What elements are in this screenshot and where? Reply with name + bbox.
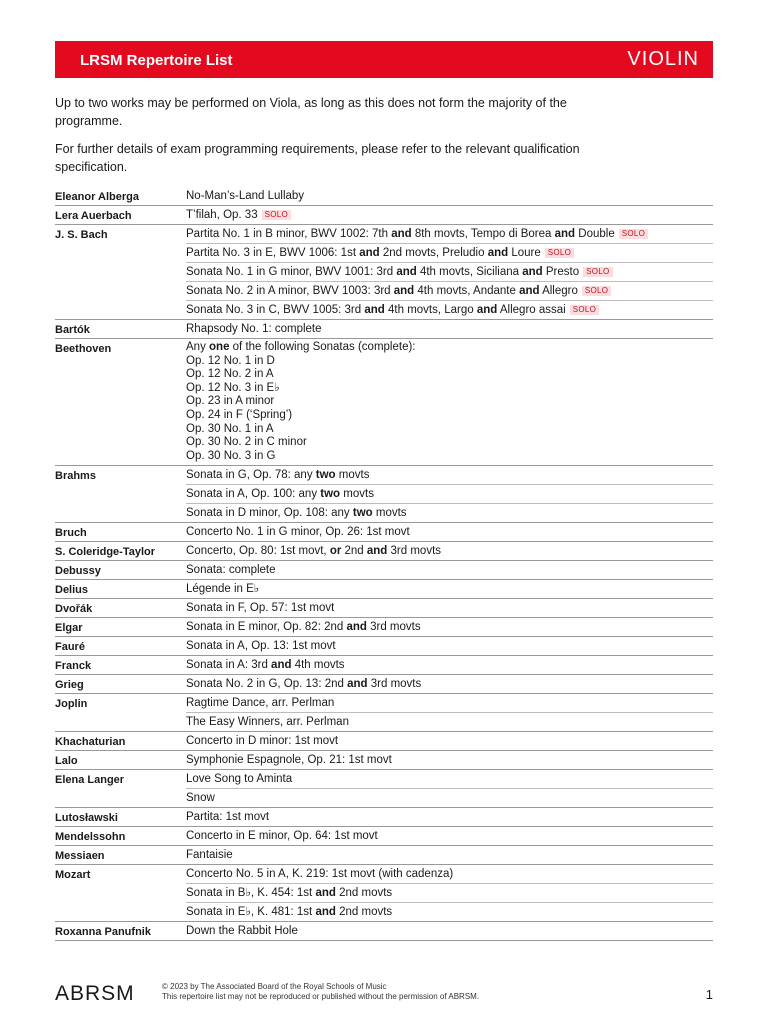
composer-name: Beethoven [55,343,112,355]
work-title: Sonata in D minor, Op. 108: any two movts [186,507,407,520]
repertoire-entry [55,580,713,599]
work-title: Partita No. 1 in B minor, BWV 1002: 7th and 8th movts, Tempo di Borea and Double SOLO [186,225,713,244]
repertoire-entry [55,846,713,865]
works-list [186,675,713,693]
work-title: Sonata in A, Op. 100: any two movts [186,485,713,504]
composer-name: Elena Langer [55,774,125,787]
works-list [186,865,713,921]
works-list [186,846,713,864]
repertoire-entry [55,637,713,656]
composer-name: Brahms [55,470,96,483]
work-title: No-Man’s-Land Lullaby [186,190,305,202]
work-title: Concerto in D minor: 1st movt [186,735,339,748]
composer-name: Franck [55,660,92,673]
work-title: Sonata in F, Op. 57: 1st movt [186,602,335,615]
works-list [186,599,713,617]
works-list [186,466,713,522]
repertoire-entry [55,523,713,542]
composer-name: Eleanor Alberga [55,191,139,203]
repertoire-entry [55,618,713,637]
work-title: Sonata in A: 3rd and 4th movts [186,659,345,672]
repertoire-entry [55,656,713,675]
repertoire-entry [55,206,713,225]
repertoire-entry [55,542,713,561]
works-list [186,580,713,598]
works-list [186,561,713,579]
works-list [186,751,713,769]
repertoire-entry [55,694,713,732]
works-list [186,922,713,940]
composer-name: Grieg [55,679,84,692]
work-title: Snow [186,792,215,805]
composer-name: Delius [55,584,89,597]
repertoire-entry [55,466,713,523]
work-title: Love Song to Aminta [186,770,713,789]
repertoire-entry [55,675,713,694]
composer-name: Fauré [55,641,85,654]
page-header [55,41,713,78]
work-title: Légende in E♭ [186,583,260,596]
work-title: Sonata in B♭, K. 454: 1st and 2nd movts [186,884,713,903]
work-title: Sonata No. 3 in C, BWV 1005: 3rd and 4th movts, Largo and Allegro assai SOLO [186,301,713,319]
solo-badge: SOLO [570,305,599,315]
composer-name: Debussy [55,565,101,578]
works-list [186,523,713,541]
repertoire-entry [55,599,713,618]
works-list [186,827,713,845]
work-title: Any one of the following Sonatas (complete): Op. 12 No. 1 in D Op. 12 No. 2 in A Op. 12 No. 3 in E♭ Op. 23 in A minor Op. 24 in F (‘Spring’) Op. 30 No. 1 in A Op. 30 No. 2 in C minor Op. 30 No. 3 in G [186,341,416,462]
work-title: Partita: 1st movt [186,811,270,824]
works-list [186,808,713,826]
intro-text [55,94,595,186]
repertoire-entry [55,187,713,206]
repertoire-entry [55,339,713,466]
work-title: Sonata: complete [186,564,276,577]
composer-name: S. Coleridge-Taylor [55,546,156,559]
work-title: The Easy Winners, arr. Perlman [186,716,349,729]
composer-name: Lutosławski [55,812,118,825]
solo-badge: SOLO [262,210,291,220]
work-title: Partita No. 3 in E, BWV 1006: 1st and 2nd movts, Preludio and Loure SOLO [186,244,713,263]
work-title: Sonata No. 1 in G minor, BWV 1001: 3rd and 4th movts, Siciliana and Presto SOLO [186,263,713,282]
copyright-line: This repertoire list may not be reproduced or published without the permission of ABRSM. [162,992,480,1001]
solo-badge: SOLO [582,286,611,296]
page-number: 1 [705,987,713,1002]
work-title: Down the Rabbit Hole [186,925,298,938]
copyright-notice [162,982,479,1002]
instrument-label: VIOLIN [627,48,699,70]
page-title: LRSM Repertoire List [80,52,233,69]
repertoire-entry [55,561,713,580]
works-list [186,320,713,338]
composer-name: Joplin [55,698,88,711]
work-title: Concerto in E minor, Op. 64: 1st movt [186,830,378,843]
work-title: Ragtime Dance, arr. Perlman [186,694,713,713]
repertoire-list [55,187,713,941]
composer-name: Lera Auerbach [55,210,132,222]
repertoire-entry [55,922,713,941]
works-list [186,339,713,465]
composer-name: J. S. Bach [55,229,108,241]
work-title: Concerto, Op. 80: 1st movt, or 2nd and 3rd movts [186,545,442,558]
works-list [186,770,713,807]
composer-name: Messiaen [55,850,105,863]
work-title: T’filah, Op. 33 SOLO [186,206,713,224]
works-list [186,618,713,636]
works-list [186,187,713,205]
repertoire-entry [55,808,713,827]
works-list [186,225,713,319]
repertoire-entry [55,751,713,770]
work-title: Concerto No. 1 in G minor, Op. 26: 1st movt [186,526,410,539]
composer-name: Roxanna Panufnik [55,926,151,939]
work-title: Fantaisie [186,849,233,862]
work-title: Sonata in G, Op. 78: any two movts [186,466,713,485]
work-title: Rhapsody No. 1: complete [186,323,322,335]
repertoire-entry [55,827,713,846]
work-title: Symphonie Espagnole, Op. 21: 1st movt [186,754,392,767]
repertoire-entry [55,770,713,808]
work-title: Sonata No. 2 in G, Op. 13: 2nd and 3rd movts [186,678,422,691]
composer-name: Dvořák [55,603,93,616]
composer-name: Lalo [55,755,78,768]
work-title: Sonata No. 2 in A minor, BWV 1003: 3rd and 4th movts, Andante and Allegro SOLO [186,282,713,301]
intro-paragraph: For further details of exam programming requirements, please refer to the relevant qualification specification. [55,142,580,174]
works-list [186,656,713,674]
repertoire-entry [55,225,713,320]
composer-name: Mendelssohn [55,831,126,844]
composer-name: Mozart [55,869,91,882]
abrsm-logo: ABRSM [55,982,135,1005]
solo-badge: SOLO [545,248,574,258]
works-list [186,694,713,731]
page-footer [55,982,713,1006]
composer-name: Elgar [55,622,83,635]
repertoire-entry [55,865,713,922]
works-list [186,637,713,655]
work-title: Sonata in E minor, Op. 82: 2nd and 3rd movts [186,621,421,634]
intro-paragraph: Up to two works may be performed on Viola, as long as this does not form the majority of the programme. [55,96,567,128]
composer-name: Bruch [55,527,87,540]
solo-badge: SOLO [583,267,612,277]
solo-badge: SOLO [619,229,648,239]
repertoire-entry [55,732,713,751]
works-list [186,542,713,560]
copyright-line: © 2023 by The Associated Board of the Royal Schools of Music [162,982,387,991]
works-list [186,732,713,750]
repertoire-entry [55,320,713,339]
work-title: Sonata in E♭, K. 481: 1st and 2nd movts [186,906,393,919]
work-title: Concerto No. 5 in A, K. 219: 1st movt (with cadenza) [186,865,713,884]
work-title: Sonata in A, Op. 13: 1st movt [186,640,336,653]
works-list [186,206,713,224]
composer-name: Khachaturian [55,736,126,749]
composer-name: Bartók [55,324,90,336]
